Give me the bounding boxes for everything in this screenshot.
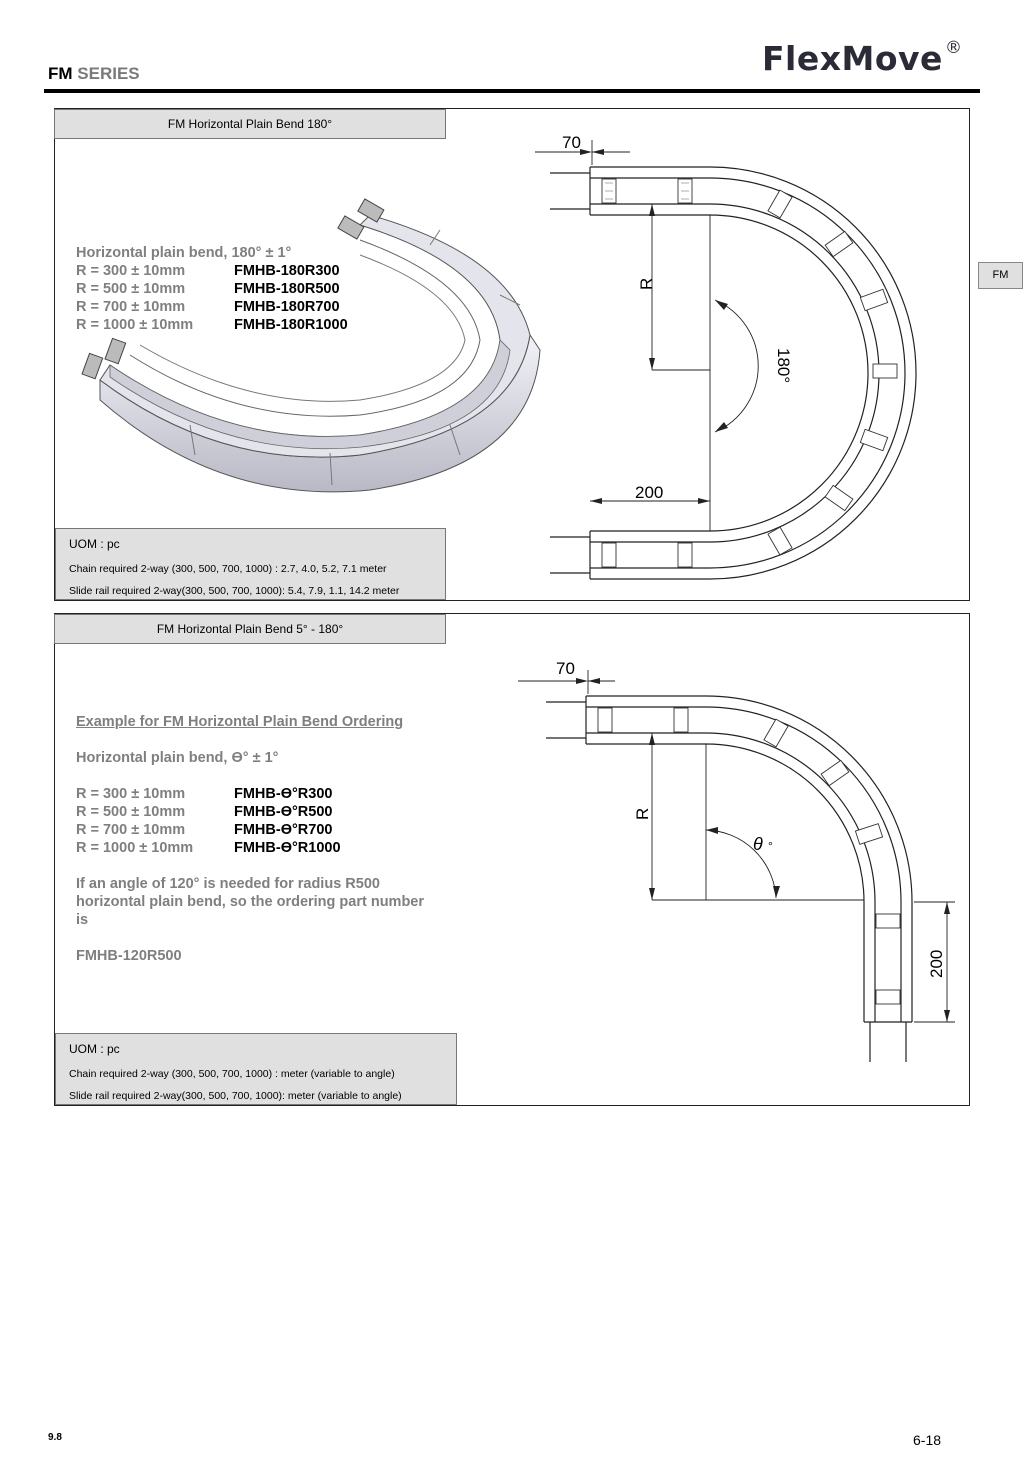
series-title: [48, 64, 140, 84]
angle-180-label: 180°: [774, 348, 793, 384]
bend-variable-drawing: [510, 650, 960, 1070]
spec-part-number: FMHB-Ɵ°R300: [234, 786, 333, 802]
spec-part-number: FMHB-180R1000: [234, 317, 348, 333]
footer-version: 9.8: [48, 1432, 62, 1443]
slide-rail-requirement: Slide rail required 2-way(300, 500, 700, 1000): meter (variable to angle): [69, 1090, 402, 1102]
section-variable-caption: FM Horizontal Plain Bend 5° - 180°: [54, 614, 446, 644]
spec-radius: R = 700 ± 10mm: [76, 299, 186, 315]
spec-radius: R = 300 ± 10mm: [76, 263, 186, 279]
page-number: 6-18: [913, 1432, 942, 1448]
spec-radius: R = 500 ± 10mm: [76, 281, 186, 297]
dim-70-label: 70: [562, 133, 581, 152]
spec-row: [76, 839, 456, 857]
header-rule: [44, 89, 980, 93]
dim-r-label: R: [633, 807, 652, 820]
spec-part-number: FMHB-Ɵ°R500: [234, 804, 333, 820]
spec-part-number: FMHB-Ɵ°R700: [234, 822, 333, 838]
spec-row: [76, 316, 446, 334]
dim-70-label: 70: [556, 659, 575, 678]
spec-title: Horizontal plain bend, 180° ± 1°: [76, 245, 292, 261]
uom-label: UOM : pc: [69, 1042, 120, 1056]
spec-row: [76, 262, 446, 280]
example-title: Example for FM Horizontal Plain Bend Ordering: [76, 714, 404, 730]
spec-title: Horizontal plain bend, Ɵ° ± 1°: [76, 750, 279, 766]
example-part-number: FMHB-120R500: [76, 948, 182, 964]
note-line: horizontal plain bend, so the ordering part number: [76, 894, 425, 910]
chain-requirement: Chain required 2-way (300, 500, 700, 1000) : meter (variable to angle): [69, 1068, 395, 1080]
section-variable-uom-box: [55, 1033, 457, 1105]
spec-part-number: FMHB-180R500: [234, 281, 340, 297]
registered-mark: ®: [944, 38, 963, 58]
slide-rail-requirement: Slide rail required 2-way(300, 500, 700, 1000): 5.4, 7.9, 1.1, 14.2 meter: [69, 585, 400, 597]
spec-radius: R = 500 ± 10mm: [76, 804, 186, 820]
section-180-specs: [76, 244, 446, 334]
spec-row: [76, 298, 446, 316]
spec-row: [76, 821, 456, 839]
uom-label: UOM : pc: [69, 537, 120, 551]
brand-logo: [762, 38, 962, 78]
bend-180-rendering: [70, 185, 550, 505]
spec-part-number: FMHB-Ɵ°R1000: [234, 840, 341, 856]
dim-200-label: 200: [635, 483, 664, 502]
spec-row: [76, 280, 446, 298]
section-180-uom-box: [55, 528, 446, 600]
spec-row: [76, 803, 456, 821]
angle-degree-symbol: °: [768, 839, 773, 853]
brand-name: FlexMove: [762, 39, 943, 78]
series-light: SERIES: [77, 64, 140, 83]
chain-requirement: Chain required 2-way (300, 500, 700, 1000) : 2.7, 4.0, 5.2, 7.1 meter: [69, 563, 387, 575]
note-line: If an angle of 120° is needed for radius R500: [76, 876, 380, 892]
spec-radius: R = 700 ± 10mm: [76, 822, 186, 838]
note-line: is: [76, 912, 89, 928]
section-180-caption: FM Horizontal Plain Bend 180°: [54, 109, 446, 139]
dim-r-label: R: [637, 277, 656, 290]
side-tab-fm[interactable]: FM: [978, 262, 1023, 289]
bend-180-drawing: [510, 120, 930, 590]
angle-theta-symbol: θ: [753, 834, 763, 854]
spec-radius: R = 300 ± 10mm: [76, 786, 186, 802]
spec-row: [76, 785, 456, 803]
spec-part-number: FMHB-180R300: [234, 263, 340, 279]
spec-radius: R = 1000 ± 10mm: [76, 317, 194, 333]
dim-200-label: 200: [927, 949, 946, 978]
spec-radius: R = 1000 ± 10mm: [76, 840, 194, 856]
series-bold: FM: [48, 64, 73, 83]
spec-part-number: FMHB-180R700: [234, 299, 340, 315]
section-variable-specs: [76, 713, 456, 965]
